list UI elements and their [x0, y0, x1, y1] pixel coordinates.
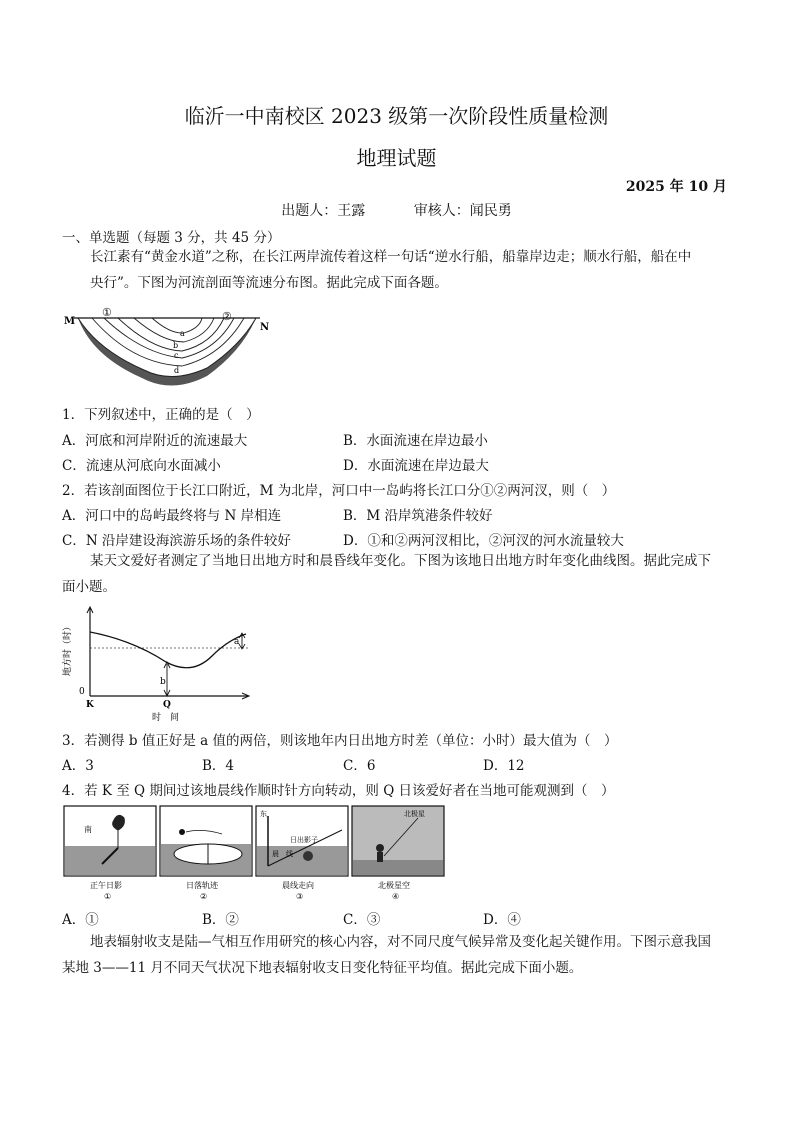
x-axis-label: 时 间 [152, 713, 180, 723]
panel3-mark: 东 [260, 810, 267, 818]
q1-stem: 1．下列叙述中，正确的是（ ） [62, 407, 260, 423]
label-b: b [173, 341, 179, 350]
panel2-caption: 日落轨迹 [186, 881, 218, 890]
origin-label: 0 [79, 687, 85, 697]
q-label: Q [163, 700, 171, 710]
panel-polaris-sky [352, 806, 444, 901]
q3-option-b[interactable]: B．4 [202, 758, 235, 774]
label-m: M [64, 316, 76, 327]
q4-option-c[interactable]: C．③ [343, 912, 381, 928]
q2-option-d[interactable]: D．①和②两河汊相比，②河汊的河水流量较大 [343, 533, 624, 549]
q2-option-b[interactable]: B．M 沿岸筑港条件较好 [343, 508, 493, 524]
panel-sunset-track [160, 806, 252, 901]
q4-stem: 4．若 K 至 Q 期间过该地晨线作顺时针方向转动，则 Q 日该爱好者在当地可能观测到（ ） [62, 783, 615, 799]
panel2-num: ② [200, 892, 208, 901]
q1-option-b[interactable]: B．水面流速在岸边最小 [343, 433, 488, 449]
panel4-caption: 北极星空 [378, 881, 410, 890]
intro-paragraph-line2: 央行”。下图为河流剖面等流速分布图。据此完成下面各题。 [90, 275, 448, 291]
exam-subtitle: 地理试题 [356, 146, 437, 170]
intro3-line1: 地表辐射收支是陆—气相互作用研究的核心内容，对不同尺度气候异常及变化起关键作用。下图示意我国 [90, 934, 711, 950]
panel4-num: ④ [392, 892, 400, 901]
q2-stem: 2．若该剖面图位于长江口附近，M 为北岸，河口中一岛屿将长江口分①②两河汊，则（ ） [62, 483, 616, 499]
sunrise-time-chart [62, 604, 262, 724]
sunrise-curve [90, 632, 246, 668]
intro2-line1: 某天文爱好者测定了当地日出地方时和晨昏线年变化。下图为该地日出地方时年变化曲线图。据此完成下 [90, 553, 711, 569]
b-label: b [160, 677, 166, 687]
panel3-line-label: 晨 线 [272, 850, 293, 858]
q2-option-a[interactable]: A．河口中的岛屿最终将与 N 岸相连 [62, 508, 282, 524]
label-circle-2: ② [222, 310, 232, 323]
label-d: d [174, 366, 180, 375]
exam-title: 临沂一中南校区 2023 级第一次阶段性质量检测 [184, 104, 609, 128]
q4-option-a[interactable]: A．① [62, 912, 99, 928]
q2-option-c[interactable]: C．N 沿岸建设海滨游乐场的条件较好 [62, 533, 291, 549]
intro3-line2: 某地 3——11 月不同天气状况下地表辐射收支日变化特征平均值。据此完成下面小题。 [62, 960, 583, 976]
q1-option-a[interactable]: A．河底和河岸附近的流速最大 [62, 433, 248, 449]
panel3-shadow-label: 日出影子 [290, 836, 318, 844]
intro2-line2: 面小题。 [62, 579, 116, 595]
authors-line [0, 200, 793, 220]
q1-option-d[interactable]: D．水面流速在岸边最大 [343, 458, 489, 474]
q3-option-d[interactable]: D．12 [483, 758, 525, 774]
y-axis-label: 地方时（时） [63, 621, 73, 676]
q4-option-b[interactable]: B．② [202, 912, 239, 928]
q3-option-a[interactable]: A．3 [62, 758, 94, 774]
panel4-mark: 北极星 [404, 810, 425, 818]
panel1-caption: 正午日影 [90, 881, 122, 890]
panel1-mark: 南 [84, 825, 92, 834]
river-water [78, 318, 256, 377]
panel1-num: ① [104, 892, 112, 901]
label-a: a [180, 329, 185, 338]
k-label: K [86, 700, 94, 710]
panel-dawn-line [256, 806, 348, 901]
q3-stem: 3．若测得 b 值正好是 a 值的两倍，则该地年内日出地方时差（单位：小时）最大值为（ ） [62, 733, 618, 749]
intro-paragraph-line1: 长江素有“黄金水道”之称，在长江两岸流传着这样一句话“逆水行船，船靠岸边走；顺水行船，船在中 [90, 249, 692, 265]
q1-option-c[interactable]: C．流速从河底向水面减小 [62, 458, 221, 474]
panel-noon-shadow [64, 806, 156, 901]
q3-option-c[interactable]: C．6 [343, 758, 376, 774]
river-profile-figure [62, 306, 272, 396]
label-n: N [260, 322, 270, 333]
panel3-caption: 晨线走向 [282, 881, 314, 890]
reviewer: 审核人：闻民勇 [413, 203, 512, 219]
label-circle-1: ① [102, 306, 112, 319]
observation-panels-figure [62, 804, 452, 904]
exam-date: 2025 年 10 月 [625, 179, 727, 195]
a-label: a [234, 637, 240, 647]
label-c: c [174, 351, 179, 360]
author: 出题人：王露 [281, 203, 366, 219]
q4-option-d[interactable]: D．④ [483, 912, 521, 928]
panel3-num: ③ [296, 892, 304, 901]
section-heading: 一、单选题（每题 3 分，共 45 分） [62, 230, 281, 246]
